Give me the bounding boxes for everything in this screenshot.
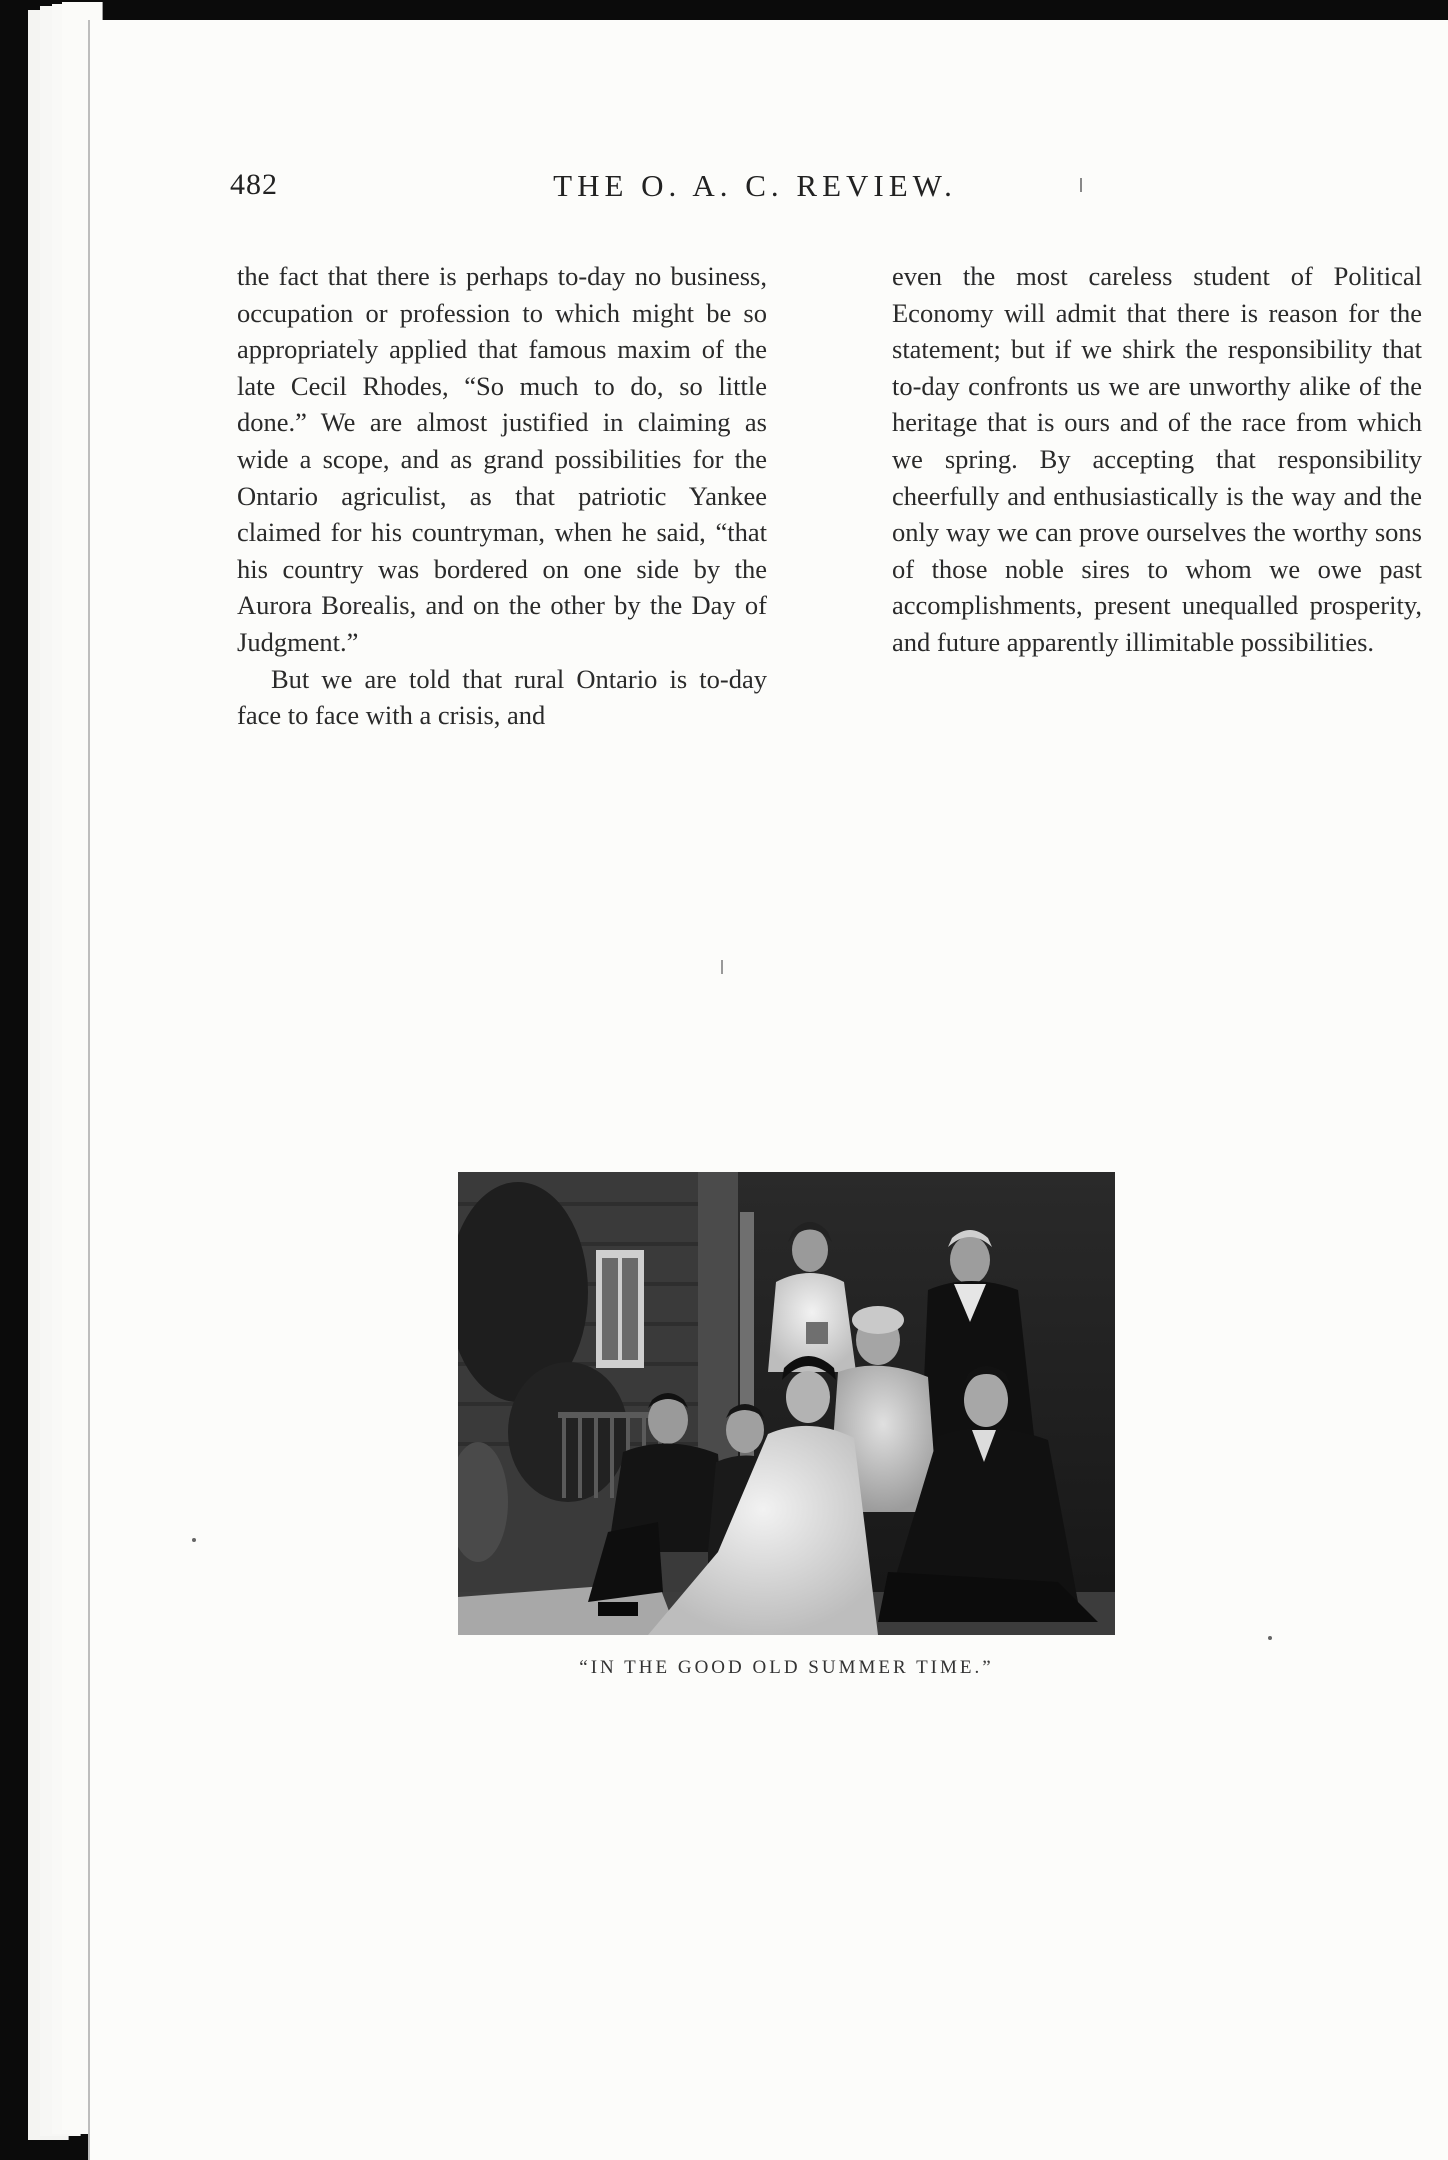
group-photograph	[458, 1172, 1115, 1635]
journal-title: THE O. A. C. REVIEW.	[553, 168, 957, 203]
left-column	[237, 258, 767, 734]
article-body	[237, 258, 1422, 734]
paragraph: even the most careless student of Political Economy will admit that there is reason for the statement; but if we shirk the responsibility that to-day confronts us we are unworthy alike of the heritage that is ours and of the race from which we spring. By accepting that responsibility cheerfully and enthusiastically is the way and the only way we can prove ourselves the worthy sons of those noble sires to whom we owe past accomplishments, present unequalled prosperity, and future apparently illimitable possibilities.	[892, 261, 1422, 657]
figure-caption: “IN THE GOOD OLD SUMMER TIME.”	[579, 1657, 994, 1678]
running-header	[230, 168, 1280, 218]
paragraph: But we are told that rural Ontario is to-day face to face with a crisis, and	[237, 663, 767, 731]
paragraph: the fact that there is perhaps to-day no business, occupation or profession to which might be so appropriately applied that famous maxim of the late Cecil Rhodes, “So much to do, so little done.” We are almost justified in claiming as wide a scope, and as grand possibilities for the Ontario agriculist, as that patriotic Yankee claimed for his countryman, when he said, “that his country was bordered on one side by the Aurora Borealis, and on the other by the Day of Judgment.”	[237, 261, 767, 657]
page-number: 482	[230, 168, 278, 201]
photo-figure	[458, 1172, 1115, 1679]
journal-page	[90, 20, 1448, 2160]
right-column	[892, 258, 1422, 734]
